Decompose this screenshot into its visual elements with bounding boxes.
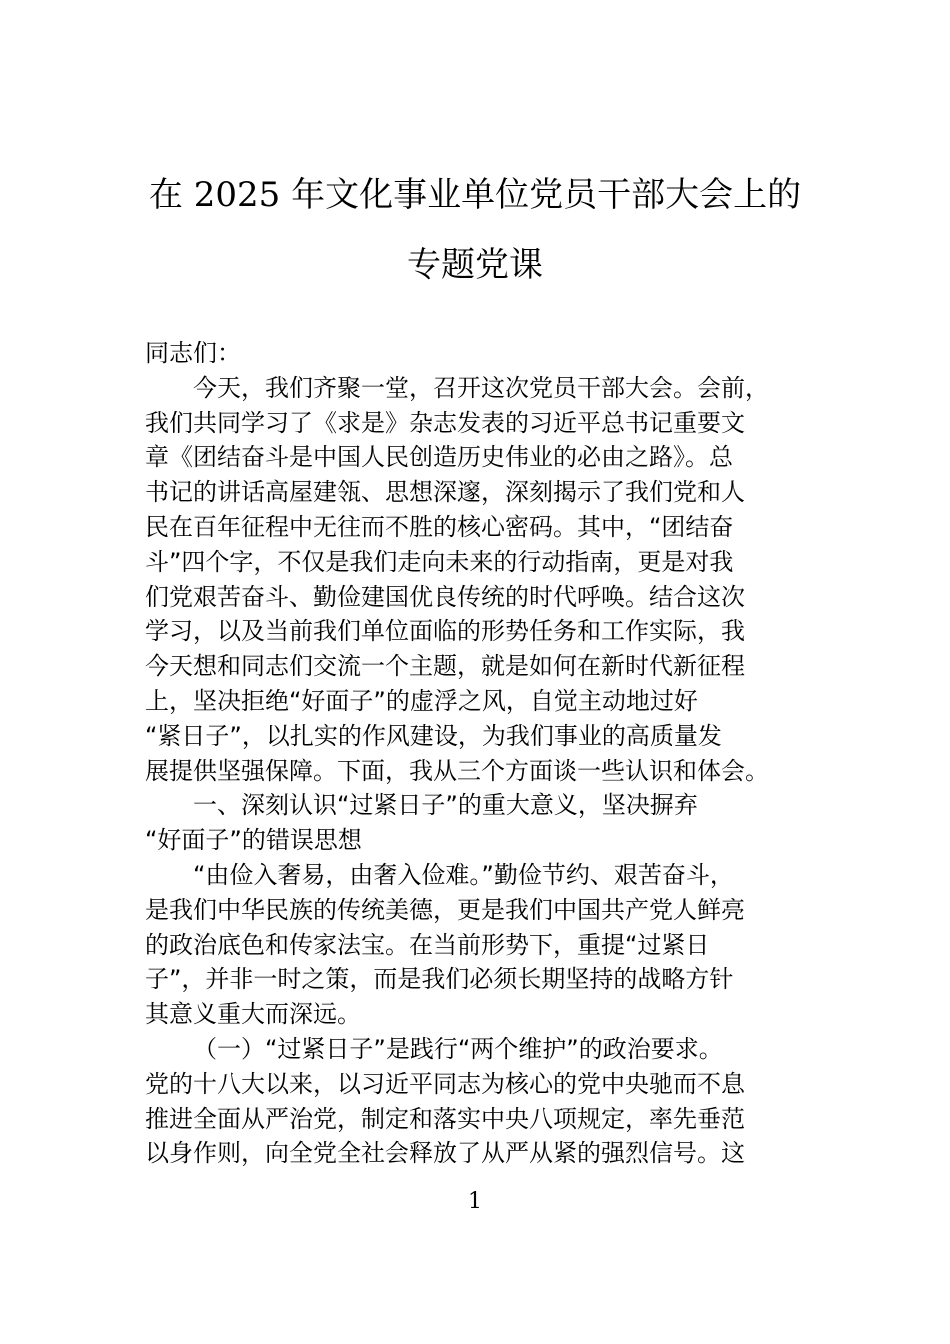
paragraph-line: 其意义重大而深远。 xyxy=(145,1000,361,1029)
section-heading: “好面子”的错误思想 xyxy=(145,826,362,855)
paragraph-line: 书记的讲话高屋建瓴、思想深邃，深刻揭示了我们党和人 xyxy=(145,478,745,507)
paragraph-line: 我们共同学习了《求是》杂志发表的习近平总书记重要文 xyxy=(145,408,745,437)
paragraph-line: “由俭入奢易，由奢入俭难。”勤俭节约、艰苦奋斗， xyxy=(193,860,734,889)
paragraph-line: 学习，以及当前我们单位面临的形势任务和工作实际，我 xyxy=(145,617,745,646)
paragraph-line: 展提供坚强保障。下面，我从三个方面谈一些认识和体会。 xyxy=(145,756,769,785)
paragraph-line: 今天想和同志们交流一个主题，就是如何在新时代新征程 xyxy=(145,652,745,681)
paragraph-line: 子”，并非一时之策，而是我们必须长期坚持的战略方针 xyxy=(145,965,734,994)
paragraph-line: 章《团结奋斗是中国人民创造历史伟业的必由之路》。总 xyxy=(145,443,733,472)
paragraph-line: 上，坚决拒绝“好面子”的虚浮之风，自觉主动地过好 xyxy=(145,686,698,715)
paragraph-line: 党的十八大以来，以习近平同志为核心的党中央驰而不息 xyxy=(145,1069,745,1098)
document-title-line-2: 专题党课 xyxy=(407,245,543,285)
paragraph-line: 推进全面从严治党，制定和落实中央八项规定，率先垂范 xyxy=(145,1104,745,1133)
document-body xyxy=(145,336,825,1171)
paragraph-line: 是我们中华民族的传统美德，更是我们中国共产党人鲜亮 xyxy=(145,895,745,924)
paragraph-line: 的政治底色和传家法宝。在当前形势下，重提“过紧日 xyxy=(145,930,710,959)
salutation: 同志们： xyxy=(145,339,241,367)
paragraph-line: 斗”四个字，不仅是我们走向未来的行动指南，更是对我 xyxy=(145,547,734,576)
paragraph-line: 今天，我们齐聚一堂，召开这次党员干部大会。会前， xyxy=(193,373,769,402)
subsection-heading: （一）“过紧日子”是践行“两个维护”的政治要求。 xyxy=(193,1034,723,1063)
paragraph-line: 民在百年征程中无往而不胜的核心密码。其中，“团结奋 xyxy=(145,512,734,541)
paragraph-line: “紧日子”，以扎实的作风建设，为我们事业的高质量发 xyxy=(145,721,722,750)
paragraph-line: 以身作则，向全党全社会释放了从严从紧的强烈信号。这 xyxy=(145,1139,745,1168)
paragraph-line: 们党艰苦奋斗、勤俭建国优良传统的时代呼唤。结合这次 xyxy=(145,582,745,611)
page-number: 1 xyxy=(468,1189,482,1214)
section-heading: 一、深刻认识“过紧日子”的重大意义，坚决摒弃 xyxy=(193,791,698,820)
document-title-line-1: 在 2025 年文化事业单位党员干部大会上的 xyxy=(148,175,802,215)
